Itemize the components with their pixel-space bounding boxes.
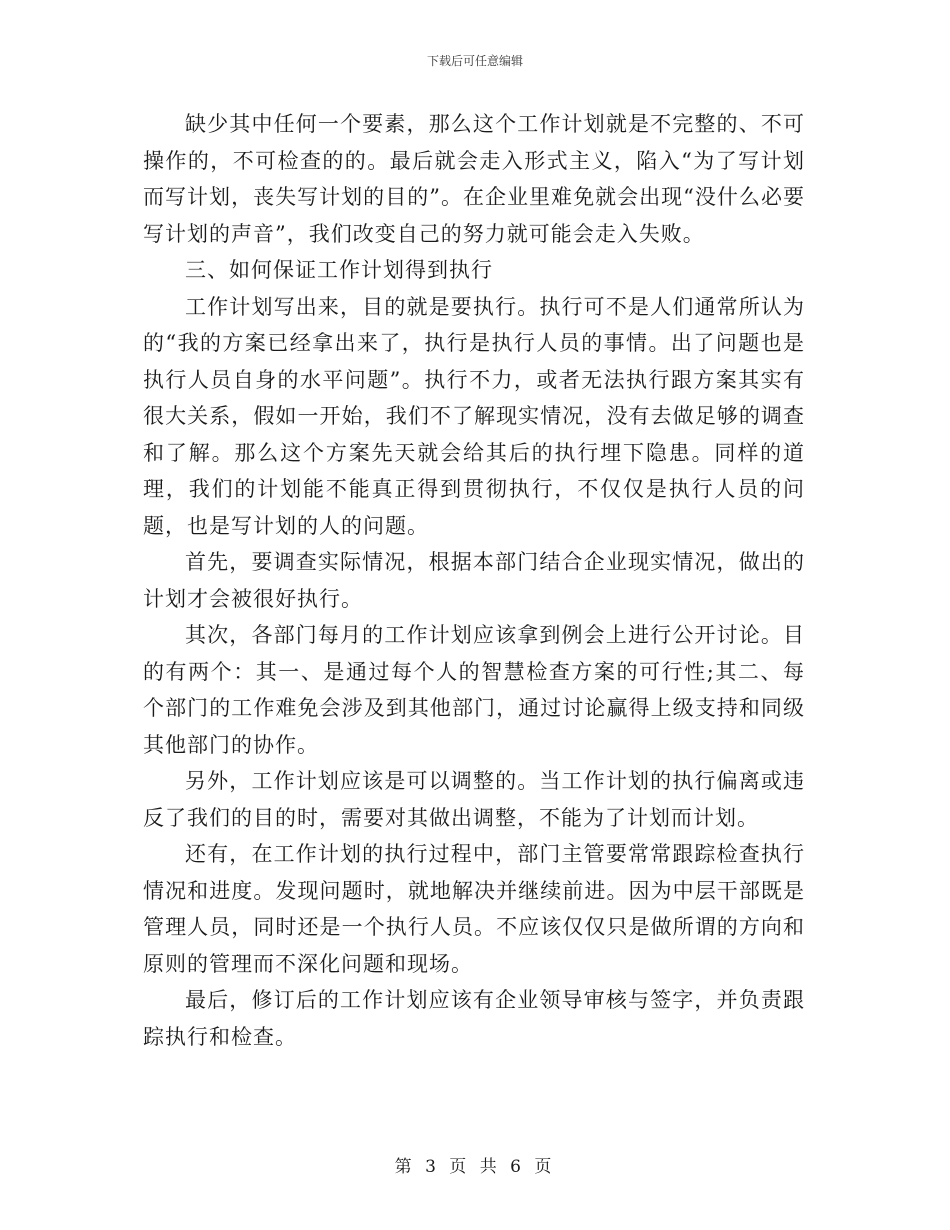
page-header: 下载后可任意编辑 [426, 54, 523, 68]
paragraph-tracking: 还有，在工作计划的执行过程中，部门主管要常常跟踪检查执行情况和进度。发现问题时，就地解决并继续前进。因为中层干部既是管理人员，同时还是一个执行人员。不应该仅仅只是做所谓的方向和原则的管理而不深化问题和现场。 [143, 842, 805, 976]
paragraph-adjustable: 另外，工作计划应该是可以调整的。当工作计划的执行偏离或违反了我们的目的时，需要对其做出调整，不能为了计划而计划。 [143, 769, 805, 830]
paragraph-purpose-execution: 工作计划写出来，目的就是要执行。执行可不是人们通常所认为的“我的方案已经拿出来了，执行是执行人员的事情。出了问题也是执行人员自身的水平问题”。执行不力，或者无法执行跟方案其实有很大关系，假如一开始，我们不了解现实情况，没有去做足够的调查和了解。那么这个方案先天就会给其后的执行埋下隐患。同样的道理，我们的计划能不能真正得到贯彻执行，不仅仅是执行人员的问题，也是写计划的人的问题。 [143, 294, 805, 538]
document-body [143, 106, 805, 1055]
section-heading-execution: 三、如何保证工作计划得到执行 [185, 258, 493, 282]
page-number: 第 3 页 共 6 页 [394, 1157, 556, 1177]
paragraph-finally-approval: 最后，修订后的工作计划应该有企业领导审核与签字，并负责跟踪执行和检查。 [143, 988, 805, 1049]
paragraph-missing-elements: 缺少其中任何一个要素，那么这个工作计划就是不完整的、不可操作的，不可检查的的。最后就会走入形式主义，陷入“为了写计划而写计划，丧失写计划的目的”。在企业里难免就会出现“没什么必要写计划的声音”，我们改变自己的努力就可能会走入失败。 [143, 112, 805, 246]
paragraph-first-investigate: 首先，要调查实际情况，根据本部门结合企业现实情况，做出的计划才会被很好执行。 [143, 550, 805, 611]
paragraph-second-discussion: 其次，各部门每月的工作计划应该拿到例会上进行公开讨论。目的有两个：其一、是通过每个人的智慧检查方案的可行性;其二、每个部门的工作难免会涉及到其他部门，通过讨论赢得上级支持和同级其他部门的协作。 [143, 623, 805, 757]
